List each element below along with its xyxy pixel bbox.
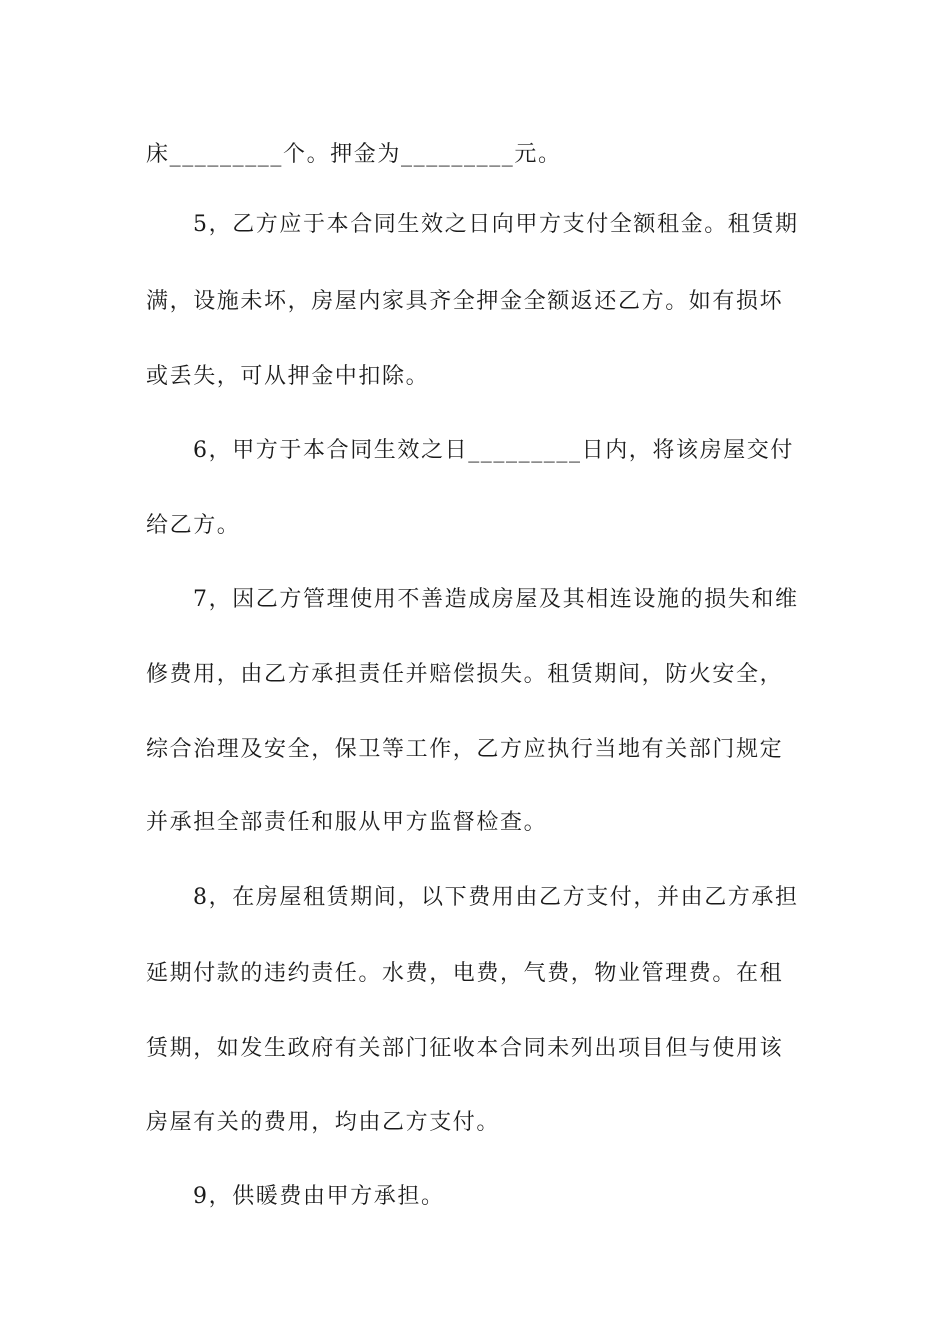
text-line: 或丢失，可从押金中扣除。	[146, 364, 430, 389]
text-line: 房屋有关的费用，均由乙方支付。	[146, 1110, 501, 1135]
text-line: 综合治理及安全，保卫等工作，乙方应执行当地有关部门规定	[146, 737, 784, 762]
text-line: 给乙方。	[146, 513, 241, 538]
clause-7-line: 7，因乙方管理使用不善造成房屋及其相连设施的损失和维	[193, 587, 799, 612]
text-line: 床_________个。押金为_________元。	[146, 142, 562, 167]
clause-6-line: 6，甲方于本合同生效之日_________日内，将该房屋交付	[193, 438, 794, 463]
text-line: 延期付款的违约责任。水费，电费，气费，物业管理费。在租	[146, 961, 784, 986]
clause-5-line: 5，乙方应于本合同生效之日向甲方支付全额租金。租赁期	[193, 212, 799, 237]
text-line: 修费用，由乙方承担责任并赔偿损失。租赁期间，防火安全，	[146, 662, 784, 687]
text-line: 满，设施未坏，房屋内家具齐全押金全额返还乙方。如有损坏	[146, 289, 784, 314]
text-line: 并承担全部责任和服从甲方监督检查。	[146, 810, 548, 835]
clause-9-line: 9，供暖费由甲方承担。	[193, 1184, 445, 1209]
clause-8-line: 8，在房屋租赁期间，以下费用由乙方支付，并由乙方承担	[193, 885, 799, 910]
text-line: 赁期，如发生政府有关部门征收本合同未列出项目但与使用该	[146, 1036, 784, 1061]
